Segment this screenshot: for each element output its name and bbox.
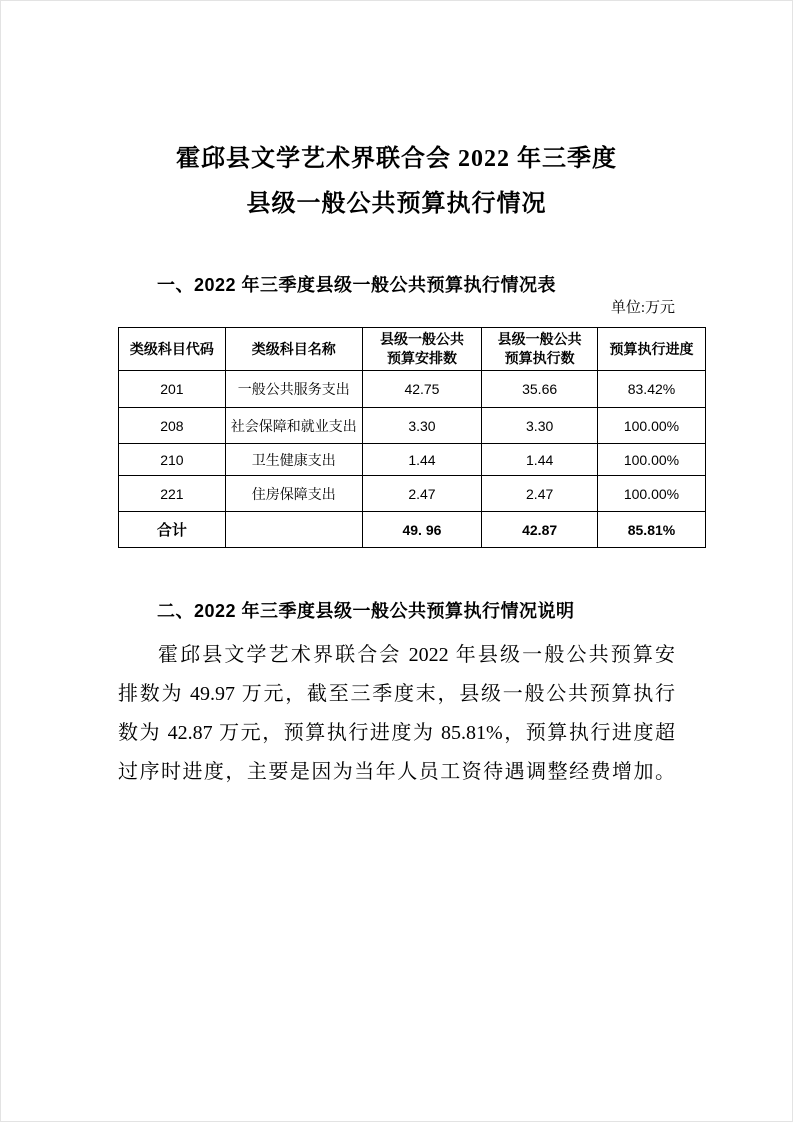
header-arranged-line1: 县级一般公共: [379, 331, 464, 347]
cell-executed: 1.44: [482, 444, 598, 476]
title-line-1: 霍邱县文学艺术界联合会 2022 年三季度: [176, 146, 617, 172]
paragraph-line: 排数为 49.97 万元，截至三季度末，县级一般公共预算执行: [118, 683, 675, 705]
cell-total-label: 合计: [119, 512, 226, 548]
cell-arranged: 2.47: [362, 476, 482, 512]
header-cell-code: 类级科目代码: [119, 328, 226, 371]
table-total-row: [119, 512, 706, 548]
cell-name: 社会保障和就业支出: [225, 408, 362, 444]
cell-arranged: 1.44: [362, 444, 482, 476]
budget-table: [118, 327, 706, 548]
cell-code: 210: [119, 444, 226, 476]
cell-executed: 2.47: [482, 476, 598, 512]
table-row: [119, 408, 706, 444]
narrative-paragraph: [118, 636, 675, 792]
section1-heading: 一、2022 年三季度县级一般公共预算执行情况表: [157, 275, 557, 295]
cell-code: 208: [119, 408, 226, 444]
header-executed-line1: 县级一般公共: [497, 331, 582, 347]
cell-code: 221: [119, 476, 226, 512]
cell-name: 住房保障支出: [225, 476, 362, 512]
header-cell-name: 类级科目名称: [225, 328, 362, 371]
table-header-row: [119, 328, 706, 371]
cell-name: 卫生健康支出: [225, 444, 362, 476]
title-line-2: 县级一般公共预算执行情况: [246, 191, 547, 217]
cell-arranged: 42.75: [362, 371, 482, 408]
cell-progress: 100.00%: [597, 476, 705, 512]
cell-executed: 3.30: [482, 408, 598, 444]
cell-total-arranged: 49. 96: [362, 512, 482, 548]
cell-total-name: [225, 512, 362, 548]
header-cell-arranged: [362, 328, 482, 371]
paragraph-line: 数为 42.87 万元，预算执行进度为 85.81%，预算执行进度超: [118, 722, 675, 744]
header-arranged-line2: 预算安排数: [386, 350, 457, 366]
cell-progress: 100.00%: [597, 408, 705, 444]
table-row: [119, 444, 706, 476]
table-row: [119, 476, 706, 512]
table-row: [119, 371, 706, 408]
paragraph-line: 霍邱县文学艺术界联合会 2022 年县级一般公共预算安: [158, 644, 675, 666]
cell-progress: 83.42%: [597, 371, 705, 408]
cell-progress: 100.00%: [597, 444, 705, 476]
section2-heading: 二、2022 年三季度县级一般公共预算执行情况说明: [157, 601, 575, 621]
header-executed-line2: 预算执行数: [504, 350, 575, 366]
paragraph-line: 过序时进度，主要是因为当年人员工资待遇调整经费增加。: [118, 761, 675, 783]
cell-total-progress: 85.81%: [597, 512, 705, 548]
document-title: [118, 137, 675, 227]
cell-code: 201: [119, 371, 226, 408]
unit-label: 单位:万元: [610, 300, 675, 316]
cell-name: 一般公共服务支出: [225, 371, 362, 408]
cell-total-executed: 42.87: [482, 512, 598, 548]
cell-arranged: 3.30: [362, 408, 482, 444]
header-cell-executed: [482, 328, 598, 371]
header-cell-progress: 预算执行进度: [597, 328, 705, 371]
cell-executed: 35.66: [482, 371, 598, 408]
